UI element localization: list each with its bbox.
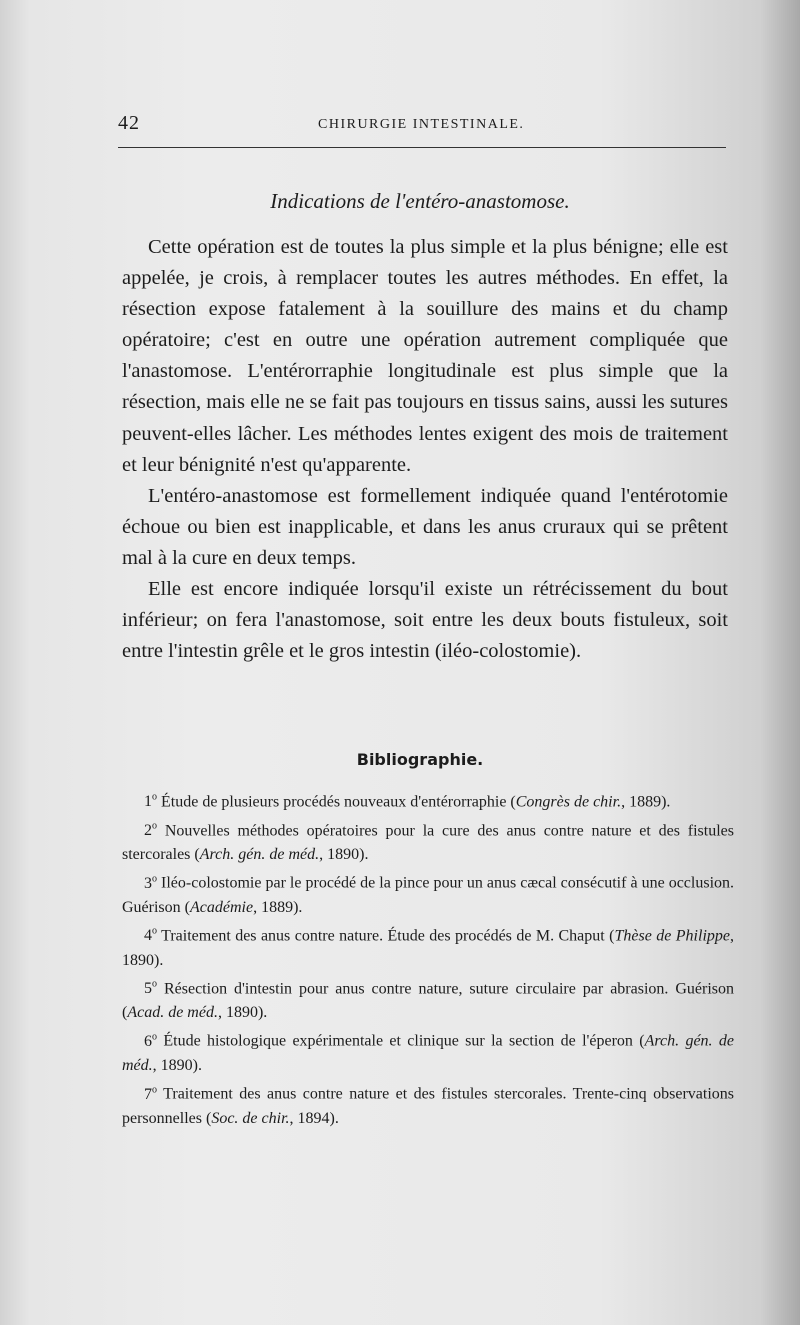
- bibliography-title: Bibliographie.: [356, 750, 484, 769]
- citation-source: Arch. gén. de méd.: [122, 1032, 735, 1074]
- entry-number: 6$^o$: [144, 1031, 157, 1050]
- paragraph: Cette opération est de toutes la plus simple et la plus bénigne; elle est appelée, je crois, à remplacer toutes les autres méthodes. En effet, la résection expose fatalement à la souillure des mains et du champ opératoire; c'est en outre une opération autrement compliquée que l'anastomose. L'entérorraphie longitudinale est plus simple que la résection, mais elle ne se fait pas toujours en tissus sains, aussi les sutures peuvent-elles lâcher. Les méthodes lentes exigent des mois de traitement et leur bénignité n'est qu'apparente.: [122, 236, 728, 476]
- citation-source: Acad. de méd.: [127, 1004, 218, 1022]
- citation-source: Soc. de chir.: [211, 1109, 290, 1127]
- running-title: CHIRURGIE INTESTINALE.: [318, 117, 525, 132]
- bibliography-entry: 5$^o$ Résection d'intestin pour anus contre nature, suture circulaire par abrasion. Guérison (Acad. de méd., 1890).: [122, 978, 735, 1022]
- page-number: 42: [118, 112, 140, 134]
- entry-number: 3$^o$: [144, 873, 157, 892]
- citation-source: Thèse de Philippe: [614, 927, 730, 945]
- paragraph: Elle est encore indiquée lorsqu'il existe un rétrécissement du bout inférieur; on fera l'anastomose, soit entre les deux bouts fistuleux, soit entre l'intestin grêle et le gros intestin (iléo-colostomie).: [122, 578, 728, 663]
- entry-number: 7$^o$: [144, 1084, 157, 1103]
- entry-number: 2$^o$: [144, 820, 157, 839]
- page-header: [118, 112, 728, 138]
- header-rule: [118, 147, 726, 148]
- bibliography-entry: 7$^o$ Traitement des anus contre nature et des fistules stercorales. Trente-cinq observations personnelles (Soc. de chir., 1894).: [122, 1084, 734, 1127]
- bibliography-entry: 2$^o$ Nouvelles méthodes opératoires pour la cure des anus contre nature et des fistules stercorales (Arch. gén. de méd., 1890).: [122, 820, 735, 864]
- citation-source: Congrès de chir.: [515, 793, 622, 811]
- entry-number: 4$^o$: [144, 926, 157, 945]
- bibliography-entry: 6$^o$ Étude histologique expérimentale et clinique sur la section de l'éperon (Arch. gén. de méd., 1890).: [122, 1031, 735, 1074]
- section-title: Indications de l'entéro-anastomose.: [270, 189, 570, 213]
- bibliography-entry: 1$^o$ Étude de plusieurs procédés nouveaux d'entérorraphie (Congrès de chir., 1889).: [144, 792, 671, 811]
- entry-number: 1$^o$: [144, 792, 157, 811]
- bibliography-entry: 3$^o$ Iléo-colostomie par le procédé de la pince pour un anus cæcal consécutif à une occlusion. Guérison (Académie, 1889).: [122, 873, 735, 916]
- body-text: [122, 232, 728, 667]
- citation-source: Arch. gén. de méd.: [199, 846, 320, 864]
- bibliography-entry: 4$^o$ Traitement des anus contre nature. Étude des procédés de M. Chaput (Thèse de Philippe, 1890).: [122, 926, 734, 969]
- citation-source: Académie: [189, 898, 254, 916]
- bibliography-list: [122, 786, 734, 1131]
- entry-number: 5$^o$: [144, 978, 157, 998]
- paragraph: L'entéro-anastomose est formellement indiquée quand l'entérotomie échoue ou bien est inapplicable, et dans les anus cruraux qui se prêtent mal à la cure en deux temps.: [122, 484, 728, 569]
